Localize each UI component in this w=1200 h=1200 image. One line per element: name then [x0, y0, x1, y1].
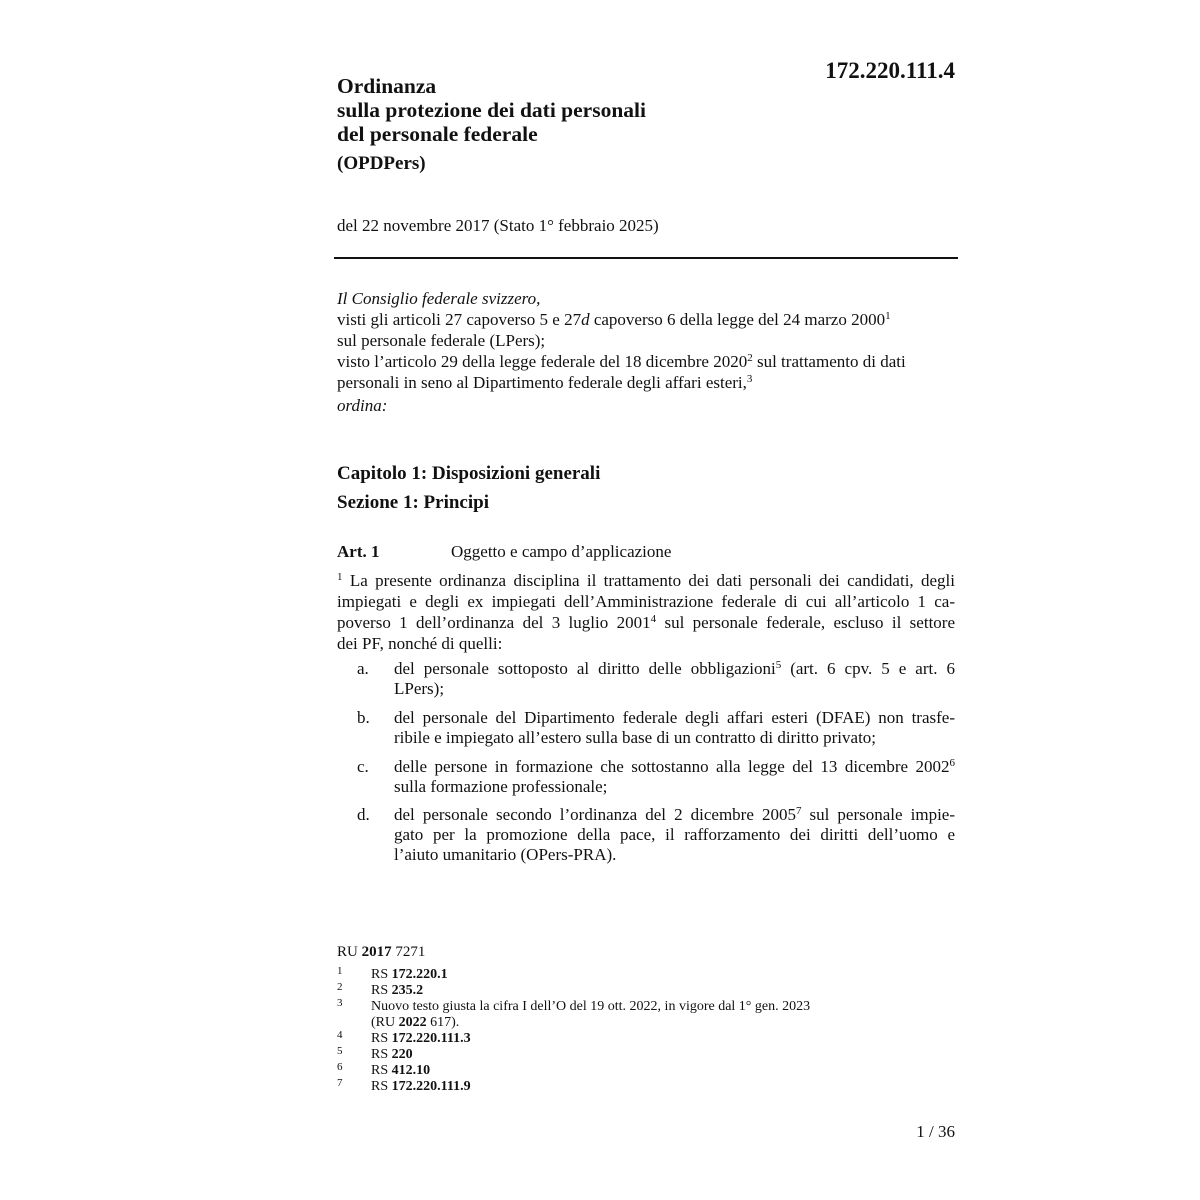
list-line: del personale del Dipartimento federale degli affari esteri (DFAE) non trasfe-: [394, 708, 955, 727]
footnote-text: [371, 967, 448, 983]
document-date: del 22 novembre 2017 (Stato 1° febbraio 2025): [337, 216, 659, 235]
title-line-1: Ordinanza: [337, 74, 437, 98]
document-abbreviation: (OPDPers): [337, 153, 426, 174]
footnote-number: 7: [337, 1077, 343, 1089]
preamble-text: personali in seno al Dipartimento federale degli affari esteri,: [337, 373, 747, 392]
footnote-number: 1: [337, 965, 343, 977]
paragraph-line-3: [337, 612, 955, 633]
footnote-ref[interactable]: 7: [795, 805, 802, 817]
title-line-3: del personale federale: [337, 122, 538, 146]
preamble-italic-letter: d: [581, 310, 590, 329]
paragraph-number: 1: [337, 571, 343, 583]
paragraph-line-1: [337, 570, 955, 591]
preamble-authority: Il Consiglio federale svizzero,: [337, 289, 541, 308]
article-paragraph: [337, 570, 955, 654]
footnote-prefix: RS: [371, 1047, 392, 1062]
footnote-number: 5: [337, 1045, 343, 1057]
footnote-number: 2: [337, 981, 343, 993]
article-number: Art. 1: [337, 542, 380, 561]
paragraph-text: La presente ordinanza disciplina il trattamento dei dati personali dei candidati, degli: [342, 571, 955, 590]
footnote-text: Nuovo testo giusta la cifra I dell’O del 19 ott. 2022, in vigore dal 1° gen. 2023: [371, 999, 811, 1014]
ru-year: 2017: [361, 944, 392, 960]
title-line-2: sulla protezione dei dati personali: [337, 98, 646, 122]
footnote-prefix: RS: [371, 1031, 392, 1046]
footnote-text: [371, 1015, 459, 1031]
paragraph-text: poverso 1 dell’ordinanza del 3 luglio 2001: [337, 613, 651, 632]
footnote-link[interactable]: 172.220.1: [391, 967, 448, 982]
footnote-prefix: RS: [371, 1063, 392, 1078]
list-item-content: [394, 757, 955, 797]
preamble-line-2: sul personale federale (LPers);: [337, 331, 546, 350]
title-divider: [334, 257, 958, 259]
document-number: 172.220.111.4: [825, 58, 955, 83]
footnote-number: 6: [337, 1061, 343, 1073]
footnote-ref[interactable]: 3: [746, 373, 753, 385]
footnote-prefix: RS: [371, 983, 392, 998]
footnote-ref[interactable]: 4: [650, 613, 657, 625]
list-text: (art. 6 cpv. 5 e art. 6: [781, 659, 955, 678]
article-title: Oggetto e campo d’applicazione: [451, 542, 672, 561]
footnote-link[interactable]: 172.220.111.9: [391, 1079, 471, 1094]
preamble-text: capoverso 6 della legge del 24 marzo 2000: [589, 310, 886, 329]
list-letter: b.: [357, 708, 370, 727]
list-item-content: [394, 659, 955, 699]
list-letter: d.: [357, 805, 370, 824]
paragraph-line-4: dei PF, nonché di quelli:: [337, 634, 503, 653]
footnote-ref[interactable]: 6: [949, 757, 955, 769]
list-line: sulla formazione professionale;: [394, 777, 608, 796]
footnote-link[interactable]: 172.220.111.3: [391, 1031, 471, 1046]
document-title: [337, 74, 757, 146]
list-letter: c.: [357, 757, 369, 776]
footnote-ref[interactable]: 1: [885, 310, 891, 322]
preamble: [337, 288, 947, 416]
footnote-link[interactable]: 412.10: [391, 1063, 431, 1078]
list-letter: a.: [357, 659, 369, 678]
preamble-line-1: [337, 309, 947, 330]
footnote-suffix: 617).: [426, 1015, 460, 1030]
footnote-text: [371, 1079, 471, 1095]
paragraph-text: sul personale federale, escluso il settore: [656, 613, 956, 632]
official-compilation-ref: [337, 944, 425, 961]
footnote-text: [371, 1031, 471, 1047]
section-heading: Sezione 1: Principi: [337, 492, 489, 513]
footnote-text: [371, 1063, 430, 1079]
preamble-text: sul trattamento di dati: [752, 352, 906, 371]
footnote-number: 3: [337, 997, 343, 1009]
footnote-ref[interactable]: 5: [775, 659, 782, 671]
footnote-text: [371, 1047, 413, 1063]
preamble-text: visti gli articoli 27 capoverso 5 e 27: [337, 310, 582, 329]
preamble-line-4: [337, 372, 947, 393]
list-text: delle persone in formazione che sottostanno alla legge del 13 dicembre 2002: [394, 757, 950, 776]
list-line: [394, 805, 955, 825]
list-text: del personale secondo l’ordinanza del 2 dicembre 2005: [394, 805, 796, 824]
chapter-heading: Capitolo 1: Disposizioni generali: [337, 463, 601, 484]
list-line: ribile e impiegato all’estero sulla base di un contratto di diritto privato;: [394, 728, 877, 747]
ru-prefix: RU: [337, 944, 362, 960]
list-line: LPers);: [394, 679, 445, 698]
footnote-link[interactable]: 2022: [398, 1015, 427, 1030]
footnote-link[interactable]: 235.2: [391, 983, 424, 998]
footnote-link[interactable]: 220: [391, 1047, 413, 1062]
footnote-prefix: (RU: [371, 1015, 399, 1030]
list-item-content: [394, 708, 955, 748]
preamble-line-3: [337, 351, 947, 372]
list-line: [394, 659, 955, 679]
list-item-content: [394, 805, 955, 865]
list-text: del personale sottoposto al diritto delle obbligazioni: [394, 659, 776, 678]
list-text: sul personale impie-: [801, 805, 956, 824]
footnote-ref[interactable]: 2: [747, 352, 753, 364]
preamble-ordina: ordina:: [337, 396, 388, 415]
footnote-text: [371, 983, 423, 999]
footnote-prefix: RS: [371, 967, 392, 982]
footnote-prefix: RS: [371, 1079, 392, 1094]
ru-page: 7271: [391, 944, 426, 960]
page-number: 1 / 36: [916, 1122, 955, 1141]
list-line: [394, 757, 955, 777]
preamble-text: visto l’articolo 29 della legge federale del 18 dicembre 2020: [337, 352, 748, 371]
list-line: gato per la promozione della pace, il rafforzamento dei diritti dell’uomo e: [394, 825, 955, 844]
footnote-number: 4: [337, 1029, 343, 1041]
list-line: l’aiuto umanitario (OPers-PRA).: [394, 845, 617, 864]
paragraph-line-2: impiegati e degli ex impiegati dell’Amministrazione federale di cui all’articolo 1 ca-: [337, 592, 955, 611]
